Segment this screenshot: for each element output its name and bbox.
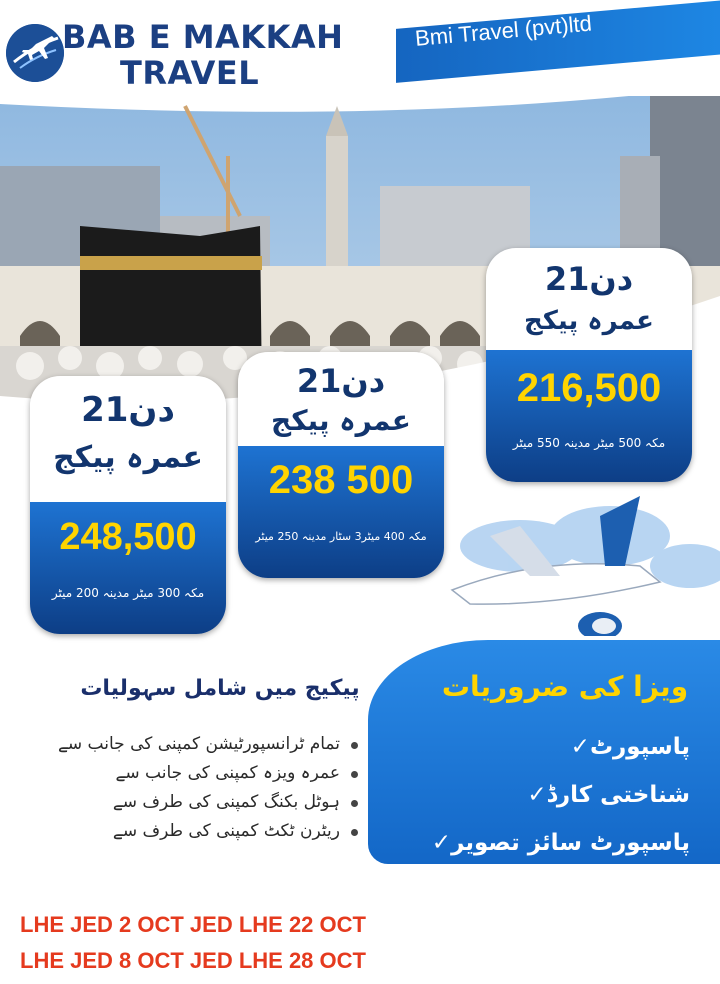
- list-item: ہوٹل بکنگ کمپنی کی طرف سے: [30, 788, 360, 817]
- package-price: 216,500: [516, 366, 662, 410]
- check-icon: ✓: [570, 734, 590, 760]
- package-days: 21دن: [296, 362, 386, 400]
- list-item: ریٹرن ٹکٹ کمپنی کی طرف سے: [30, 817, 360, 846]
- company-name: Bmi Travel (pvt)ltd: [414, 10, 593, 51]
- visa-title: ویزا کی ضروریات: [441, 670, 689, 703]
- list-item: عمرہ ویزہ کمپنی کی جانب سے: [30, 759, 360, 788]
- visa-item: [390, 782, 690, 808]
- includes-list: [30, 730, 360, 846]
- package-hotel-distance: مکہ 400 میٹر3 سٹار مدینہ 250 میٹر: [255, 530, 427, 543]
- package-hotel-distance: مکہ 500 میٹر مدینہ 550 میٹر: [512, 436, 666, 450]
- package-card-3[interactable]: [486, 248, 692, 482]
- package-price: 248,500: [59, 516, 197, 558]
- package-card-2[interactable]: [238, 352, 444, 578]
- package-days: 21دن: [81, 390, 175, 430]
- package-hotel-distance: مکہ 300 میٹر مدینہ 200 میٹر: [51, 586, 205, 600]
- flight-schedule-1: LHE JED 2 OCT JED LHE 22 OCT: [20, 912, 366, 937]
- includes-title: پیکیج میں شامل سہولیات: [80, 676, 360, 701]
- check-icon: ✓: [431, 830, 452, 856]
- visa-item-label: پاسپورٹ سائز تصویر: [451, 830, 690, 856]
- list-item: تمام ٹرانسپورٹیشن کمپنی کی جانب سے: [30, 730, 360, 759]
- brand-name-line1: BAB E MAKKAH: [62, 18, 344, 56]
- visa-item: [390, 830, 690, 856]
- package-card-1[interactable]: [30, 376, 226, 634]
- package-name: عمرہ پیکج: [53, 440, 203, 475]
- visa-item-label: پاسپورٹ: [589, 734, 690, 760]
- package-name: عمرہ پیکج: [524, 306, 654, 336]
- flight-schedule-2: LHE JED 8 OCT JED LHE 28 OCT: [20, 948, 366, 973]
- package-name: عمرہ پیکج: [271, 404, 411, 437]
- visa-item-label: شناختی کارڈ: [546, 782, 690, 808]
- visa-item: [390, 734, 690, 760]
- package-days: 21دن: [544, 260, 634, 298]
- check-icon: ✓: [527, 782, 547, 808]
- logo-plane-icon: [6, 24, 64, 82]
- package-price: 238 500: [268, 458, 414, 502]
- brand-name-line2: TRAVEL: [120, 54, 260, 92]
